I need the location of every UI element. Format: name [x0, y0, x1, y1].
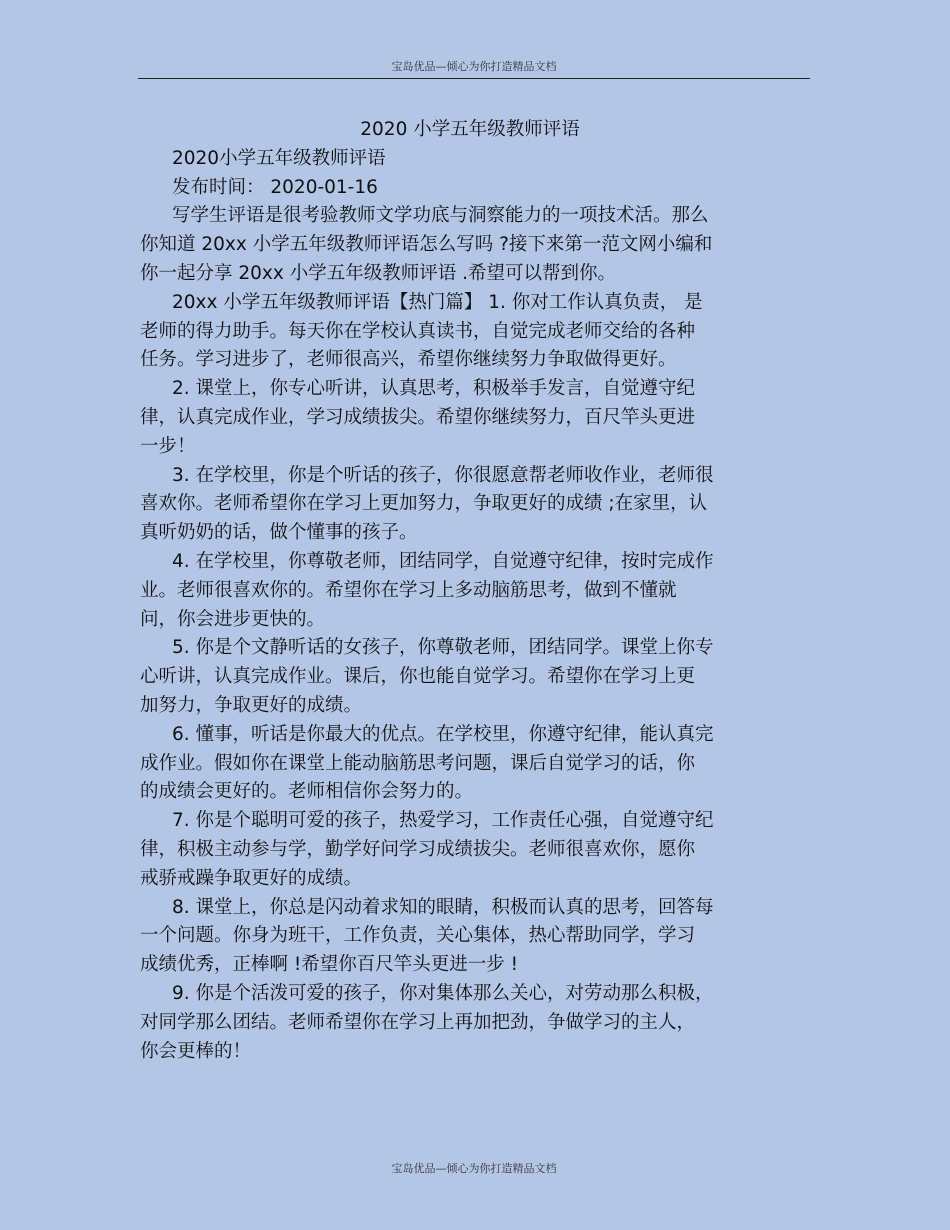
text-line: 4. 在学校里，你尊敬老师，团结同学，自觉遵守纪律，按时完成作 — [172, 550, 714, 572]
text-line: 的成绩会更好的。老师相信你会努力的。 — [140, 781, 474, 803]
page-footer: 宝岛优品—倾心为你打造精品文档 — [391, 1162, 557, 1175]
text-line: 成作业。假如你在课堂上能动脑筋思考问题，课后自觉学习的话，你 — [140, 752, 696, 774]
text-line: 2020小学五年级教师评语 — [172, 147, 386, 169]
document-body — [140, 116, 800, 1066]
text-line: 写学生评语是很考验教师文学功底与洞察能力的一项技术活。那么 — [172, 205, 709, 227]
text-line: 成绩优秀，正棒啊 !希望你百尺竿头更进一步 ! — [140, 954, 519, 976]
paragraph-lines — [140, 145, 800, 1067]
text-line: 8. 课堂上，你总是闪动着求知的眼睛，积极而认真的思考，回答每 — [172, 896, 714, 918]
document-title: 2020 小学五年级教师评语 — [360, 119, 580, 140]
text-line: 业。老师很喜欢你的。希望你在学习上多动脑筋思考，做到不懂就 — [140, 579, 677, 601]
text-line: 7. 你是个聪明可爱的孩子，热爱学习，工作责任心强，自觉遵守纪 — [172, 810, 714, 832]
text-line: 律，积极主动参与学，勤学好问学习成绩拔尖。老师很喜欢你，愿你 — [140, 838, 696, 860]
text-line: 真听奶奶的话，做个懂事的孩子。 — [140, 522, 418, 544]
text-line: 戒骄戒躁争取更好的成绩。 — [140, 867, 363, 889]
text-line: 加努力，争取更好的成绩。 — [140, 694, 363, 716]
text-line: 问，你会进步更快的。 — [140, 608, 326, 630]
text-line: 5. 你是个文静听话的女孩子，你尊敬老师，团结同学。课堂上你专 — [172, 637, 714, 659]
text-line: 心听讲，认真完成作业。课后，你也能自觉学习。希望你在学习上更 — [140, 666, 696, 688]
text-line: 对同学那么团结。老师希望你在学习上再加把劲，争做学习的主人， — [140, 1011, 696, 1033]
text-line: 你一起分享 20xx 小学五年级教师评语 .希望可以帮到你。 — [140, 262, 616, 284]
header-divider — [138, 78, 810, 79]
text-line: 你会更棒的！ — [140, 1040, 252, 1062]
text-line: 喜欢你。老师希望你在学习上更加努力，争取更好的成绩 ;在家里，认 — [140, 493, 708, 515]
text-line: 老师的得力助手。每天你在学校认真读书，自觉完成老师交给的各种 — [140, 320, 696, 342]
text-line: 2. 课堂上，你专心听讲，认真思考，积极举手发言，自觉遵守纪 — [172, 378, 696, 400]
text-line: 6. 懂事，听话是你最大的优点。在学校里，你遵守纪律，能认真完 — [172, 723, 714, 745]
text-line: 你知道 20xx 小学五年级教师评语怎么写吗 ?接下来第一范文网小编和 — [140, 234, 713, 256]
text-line: 9. 你是个活泼可爱的孩子，你对集体那么关心，对劳动那么积极， — [172, 982, 714, 1004]
page-header: 宝岛优品—倾心为你打造精品文档 — [391, 60, 557, 73]
text-line: 发布时间： 2020-01-16 — [172, 176, 378, 198]
text-line: 一步！ — [140, 435, 196, 457]
text-line: 20xx 小学五年级教师评语【热门篇】 1. 你对工作认真负责， 是 — [172, 291, 703, 313]
text-line: 一个问题。你身为班干，工作负责，关心集体，热心帮助同学，学习 — [140, 925, 696, 947]
text-line: 任务。学习进步了，老师很高兴，希望你继续努力争取做得更好。 — [140, 349, 677, 371]
text-line: 律，认真完成作业，学习成绩拔尖。希望你继续努力，百尺竿头更进 — [140, 406, 696, 428]
text-line: 3. 在学校里，你是个听话的孩子，你很愿意帮老师收作业，老师很 — [172, 464, 714, 486]
